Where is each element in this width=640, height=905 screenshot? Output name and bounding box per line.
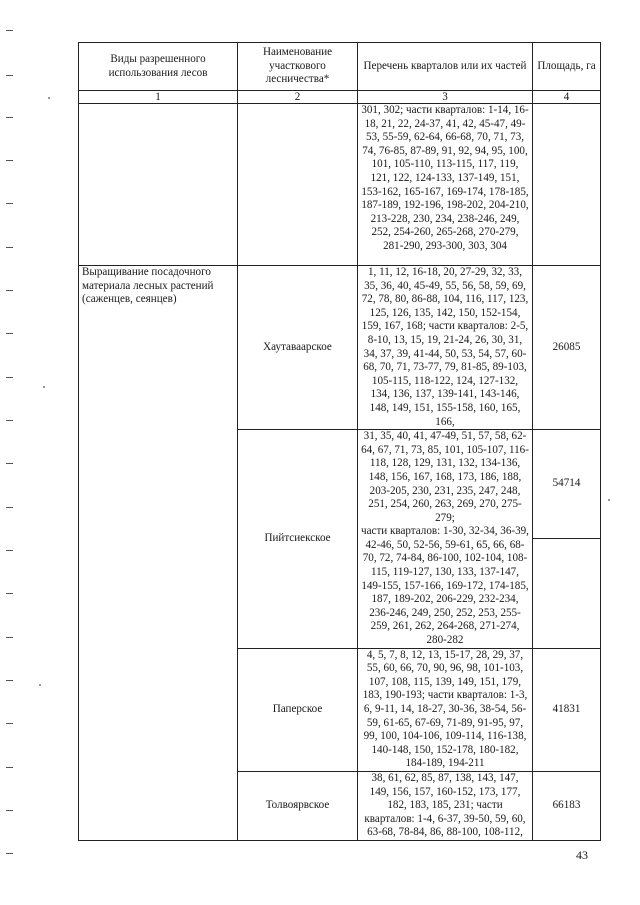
cell-forestry: [238, 104, 358, 266]
cell-forestry: Хаутаваарское: [238, 266, 358, 430]
cell-quarters: 38, 61, 62, 85, 87, 138, 143, 147, 149, 156, 157, 160-152, 173, 177, 182, 183, 185, 231; части кварталов: 1-4, 6-37, 39-50, 59, 60, 63-68, 78-84, 86, 88-100, 108-112,: [358, 771, 533, 840]
table-row: [79, 266, 601, 430]
scan-speck: [39, 684, 41, 686]
margin-mark: [6, 550, 13, 551]
margin-mark: [6, 203, 13, 204]
quarters-full-list: 31, 35, 40, 41, 47-49, 51, 57, 58, 62-64, 67, 71, 73, 85, 101, 105-107, 116-118, 128, 129, 131, 132, 134-136, 148, 156, 167, 168, 173, 186, 188, 203-205, 230, 231, 235, 247, 248, 251, 254, 260, 263, 269, 270, 275-279;: [361, 430, 529, 524]
column-number: 4: [533, 91, 601, 104]
margin-mark: [6, 75, 13, 76]
cell-forestry: Паперское: [238, 648, 358, 771]
scan-speck: [608, 499, 610, 501]
margin-mark: [6, 117, 13, 118]
cell-quarters: 301, 302; части кварталов: 1-14, 16-18, 21, 22, 24-37, 41, 42, 45-47, 49-53, 55-59, 62-64, 66-68, 70, 71, 73, 74, 76-85, 87-89, 91, 92, 94, 95, 100, 101, 105-110, 113-115, 117, 119, 121, 122, 124-133, 137-149, 151, 153-162, 165-167, 169-174, 178-185, 187-189, 192-196, 198-202, 204-210, 213-228, 230, 234, 238-246, 249, 252, 254-260, 265-268, 270-279, 281-290, 293-300, 303, 304: [358, 104, 533, 266]
header-forestry: Наименование участкового лесничества*: [238, 43, 358, 91]
column-number-row: [79, 91, 601, 104]
cell-quarters: 1, 11, 12, 16-18, 20, 27-29, 32, 33, 35, 36, 40, 45-49, 55, 56, 58, 59, 69, 72, 78, 80, 86-88, 104, 116, 117, 123, 125, 126, 135, 142, 150, 152-154, 159, 167, 168; части кварталов: 2-5, 8-10, 13, 15, 19, 21-24, 26, 30, 31, 34, 37, 39, 41-44, 50, 53, 54, 57, 60-68, 70, 71, 73-77, 79, 81-85, 89-103, 105-115, 118-122, 124, 127-132, 134, 136, 137, 139-141, 143-146, 148, 149, 151, 155-158, 160, 165, 166,: [358, 266, 533, 430]
margin-mark: [6, 247, 13, 248]
margin-mark: [6, 637, 13, 638]
cell-area: 54714: [533, 430, 601, 539]
cell-quarters: [358, 430, 533, 649]
table-row: [79, 104, 601, 266]
margin-mark: [6, 377, 13, 378]
quarters-parts-list: части кварталов: 1-30, 32-34, 36-39, 42-46, 50, 52-56, 59-61, 65, 66, 68-70, 72, 74-84, 86-100, 102-104, 108-115, 119-127, 130, 133, 137-147, 149-155, 157-166, 169-172, 174-185, 187, 189-202, 206-229, 232-234, 236-246, 249, 250, 252, 253, 255-259, 261, 262, 264-268, 271-274, 280-282: [361, 525, 529, 647]
cell-use-type: Выращивание посадочного материала лесных растений (саженцев, сеянцев): [79, 266, 238, 841]
cell-area: 66183: [533, 771, 601, 840]
header-area: Площадь, га: [533, 43, 601, 91]
column-number: 2: [238, 91, 358, 104]
margin-mark: [6, 507, 13, 508]
cell-forestry: Пийтсиекское: [238, 430, 358, 649]
cell-use-type: [79, 104, 238, 266]
scan-speck: [48, 97, 50, 99]
column-number: 3: [358, 91, 533, 104]
margin-mark: [6, 333, 13, 334]
cell-area: 26085: [533, 266, 601, 430]
cell-forestry: Толвоярвское: [238, 771, 358, 840]
column-number: 1: [79, 91, 238, 104]
margin-mark: [6, 593, 13, 594]
forest-use-table: [78, 42, 601, 841]
margin-mark: [6, 160, 13, 161]
margin-mark: [6, 853, 13, 854]
margin-mark: [6, 463, 13, 464]
cell-area: 41831: [533, 648, 601, 771]
page-number: 43: [576, 848, 588, 862]
margin-mark: [6, 767, 13, 768]
binding-margin-marks: [6, 0, 18, 905]
margin-mark: [6, 680, 13, 681]
cell-quarters: 4, 5, 7, 8, 12, 13, 15-17, 28, 29, 37, 55, 60, 66, 70, 90, 96, 98, 101-103, 107, 108, 115, 139, 149, 151, 179, 183, 190-193; части кварталов: 1-3, 6, 9-11, 14, 18-27, 30-36, 38-54, 56-59, 61-65, 67-69, 71-89, 91-95, 97, 99, 100, 104-106, 109-114, 116-138, 140-148, 150, 152-178, 180-182, 184-189, 194-211: [358, 648, 533, 771]
header-quarters: Перечень кварталов или их частей: [358, 43, 533, 91]
margin-mark: [6, 810, 13, 811]
table-header-row: [79, 43, 601, 91]
cell-area-empty: [533, 539, 601, 648]
margin-mark: [6, 723, 13, 724]
scan-speck: [43, 386, 45, 388]
cell-area: [533, 104, 601, 266]
header-use-type: Виды разрешенного использования лесов: [79, 43, 238, 91]
margin-mark: [6, 420, 13, 421]
margin-mark: [6, 30, 13, 31]
margin-mark: [6, 290, 13, 291]
